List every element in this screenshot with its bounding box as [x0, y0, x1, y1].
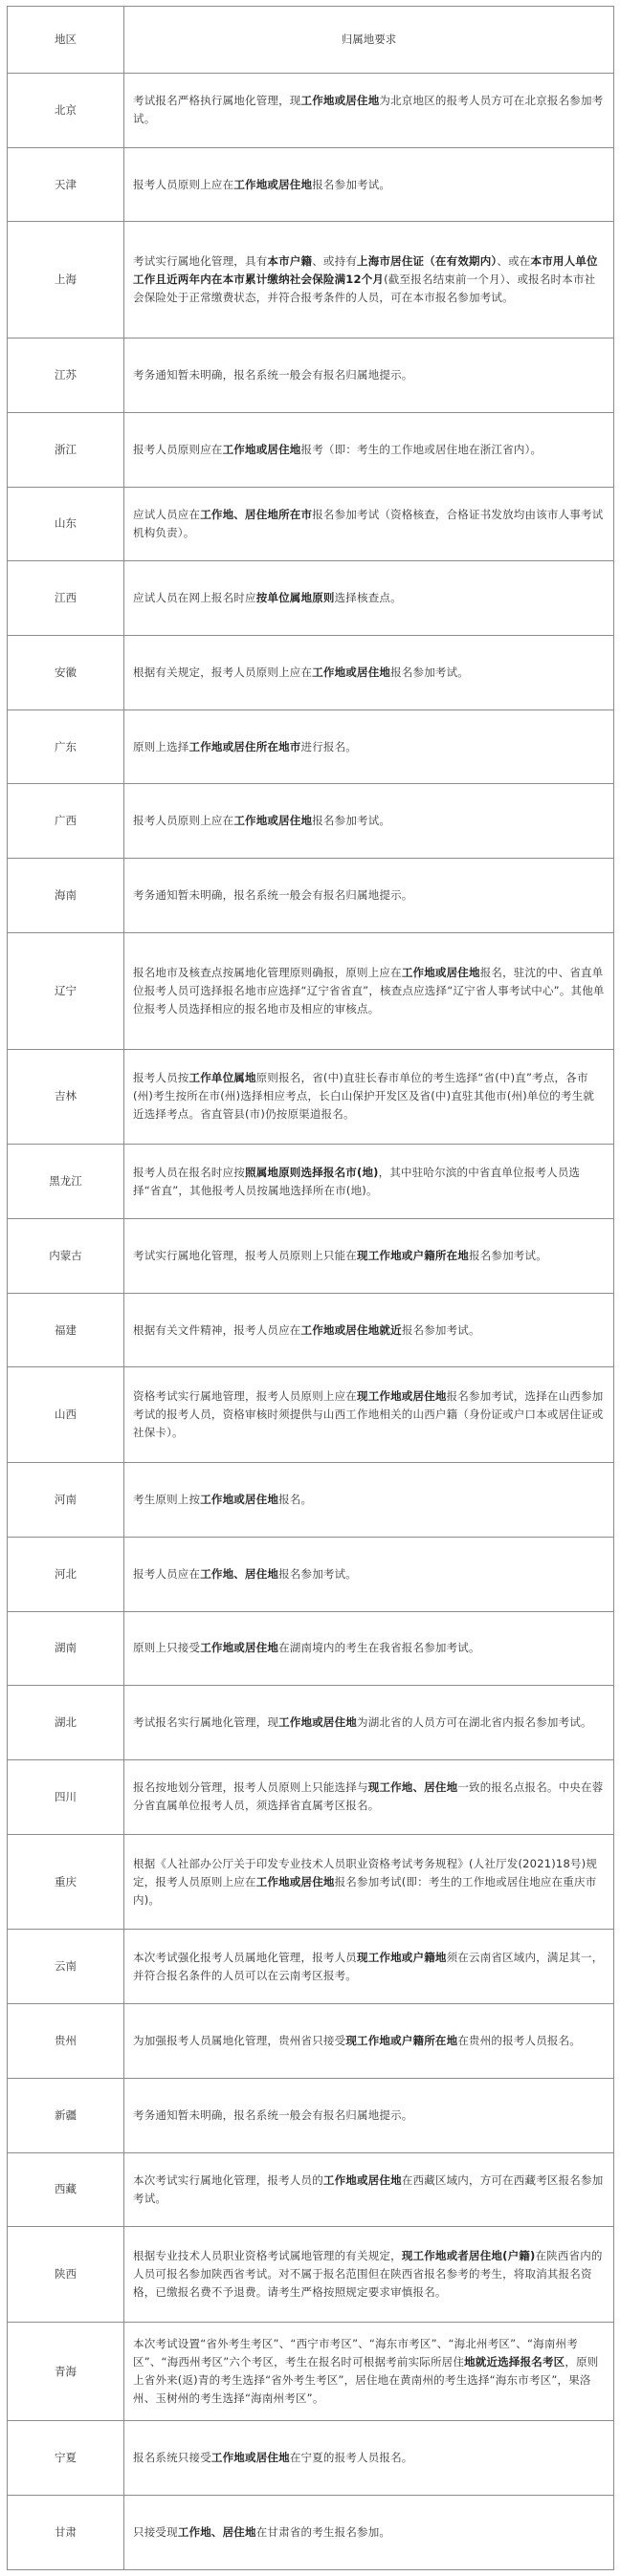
requirement-emphasis: 现工作地或居住地 — [357, 1389, 447, 1404]
requirement-emphasis: 地就近选择报名考区 — [464, 2355, 565, 2369]
table-row — [8, 2227, 614, 2323]
region-cell: 河南 — [8, 1463, 124, 1538]
requirement-emphasis: 工作单位属地 — [188, 1071, 256, 1085]
requirement-text: 、或在 — [497, 254, 531, 269]
requirement-text: 须在云南省区域内，满足其一，并符合报名条件的人员可以在云南考区报考。 — [133, 1950, 604, 1982]
requirement-emphasis: 工作地或居住地 — [322, 2172, 402, 2187]
requirement-emphasis: 工作地或居住地 — [255, 1874, 335, 1888]
requirement-emphasis: 工作地或居住地就近 — [300, 1322, 402, 1337]
requirement-emphasis: 工作地或居住地 — [278, 1715, 358, 1730]
region-cell: 上海 — [8, 222, 124, 338]
requirement-emphasis: 上海市居住证（在有效期内） — [357, 254, 498, 269]
requirement-text: 在甘肃省的考生报名参加。 — [255, 2524, 391, 2539]
requirement-emphasis: 工作地或居住地 — [233, 177, 313, 191]
requirement-emphasis: 现工作地或者居住地(户籍) — [401, 2249, 536, 2263]
requirement-text: 进行报名。 — [300, 739, 357, 753]
region-cell: 湖南 — [8, 1611, 124, 1686]
requirement-cell — [124, 1930, 614, 2004]
table-row — [8, 636, 614, 710]
requirement-text: 报考人员原则上应在 — [133, 177, 234, 191]
table-body — [8, 74, 614, 2570]
requirement-cell — [124, 1760, 614, 1835]
requirement-text: 原则上选择 — [133, 739, 189, 753]
requirement-text: 在陕西省内的人员可报名参加陕西省考试。对不属于报名范围但在陕西省报名参考的考生，将取消其报名资格，已缴报名费不予退费。请考生严格按照规定要求审慎报名。 — [133, 2249, 603, 2300]
region-cell: 安徽 — [8, 636, 124, 710]
requirement-cell — [124, 222, 614, 338]
requirement-cell — [124, 1834, 614, 1930]
table-row — [8, 1463, 614, 1538]
requirement-cell — [124, 412, 614, 487]
region-cell: 新疆 — [8, 2078, 124, 2152]
requirement-emphasis: 工作地、居住地 — [177, 2524, 256, 2539]
requirement-emphasis: 现工作地、居住地 — [367, 1780, 458, 1795]
requirement-emphasis: 工作地或居住地 — [200, 1641, 279, 1655]
requirement-text: 报考人员原则应在 — [133, 442, 223, 456]
requirement-text: 一致的报名点报名。中央在蓉分省直属单位报考人员，须选择省直属考区报名。 — [133, 1780, 604, 1813]
requirement-text: 应试人员应在 — [133, 507, 201, 521]
requirement-text: 报名参加考试。 — [401, 1322, 480, 1337]
requirement-emphasis: 工作地或居住地 — [401, 965, 480, 979]
region-cell: 甘肃 — [8, 2495, 124, 2569]
requirement-text: 报名参加考试。 — [469, 1248, 547, 1262]
requirement-text: 报名地市及核查点按属地化管理原则确报，原则上应在 — [133, 965, 402, 979]
requirement-text: 根据《人社部办公厅关于印发专业技术人员职业资格考试考务规程》(人社厅发(2021)18号)规定，报考人员原则上应在 — [133, 1856, 598, 1888]
region-cell: 宁夏 — [8, 2421, 124, 2496]
requirement-emphasis: 照属地原则选择报名市(地) — [245, 1165, 379, 1179]
region-cell: 福建 — [8, 1293, 124, 1367]
requirement-emphasis: 本市用人单位工作且近两年内在本市累计缴纳社会保险满12个月 — [133, 254, 598, 287]
table-row — [8, 2323, 614, 2421]
table-row — [8, 1686, 614, 1760]
requirement-cell — [124, 1463, 614, 1538]
requirement-cell — [124, 636, 614, 710]
column-header-requirement: 归属地要求 — [124, 7, 614, 74]
region-cell: 北京 — [8, 74, 124, 148]
requirement-emphasis: 工作地或居住所在地市 — [188, 739, 301, 753]
region-cell: 重庆 — [8, 1834, 124, 1930]
requirement-text: 本次考试实行属地化管理，报考人员的 — [133, 2172, 323, 2187]
requirement-text: 、或持有 — [312, 254, 358, 269]
requirement-text: 应试人员在网上报名时应 — [133, 591, 256, 605]
region-cell: 黑龙江 — [8, 1145, 124, 1219]
table-row — [8, 222, 614, 338]
region-cell: 山西 — [8, 1367, 124, 1463]
table-row — [8, 1930, 614, 2004]
table-row — [8, 2152, 614, 2227]
requirement-text: 报考（即：考生的工作地或居住地在浙江省内）。 — [300, 442, 542, 456]
requirement-text: 原则报名，省(中)直驻长春市单位的考生选择“省(中)直”考点，各市(州)考生按所在市(州)选择相应考点，长白山保护开发区及省(中)直驻其他市(州)单位的考生就近选择考点。省直管县(市)仍按原渠道报名。 — [133, 1071, 595, 1122]
region-cell: 内蒙古 — [8, 1219, 124, 1294]
region-cell: 青海 — [8, 2323, 124, 2421]
requirement-cell — [124, 932, 614, 1049]
table-row — [8, 147, 614, 222]
requirement-emphasis: 现工作地或户籍所在地 — [345, 2034, 458, 2048]
requirement-text: 报考人员按 — [133, 1071, 189, 1085]
requirement-cell — [124, 2004, 614, 2079]
region-cell: 湖北 — [8, 1686, 124, 1760]
table-container — [7, 6, 613, 2570]
requirement-emphasis: 工作地或居住地 — [312, 665, 391, 679]
requirement-text: 在西藏区域内，方可在西藏考区报名参加考试。 — [133, 2172, 604, 2205]
requirement-text: 在湖南境内的考生在我省报名参加考试。 — [278, 1641, 480, 1655]
requirement-text: 本次考试强化报考人员属地化管理，报考人员 — [133, 1950, 357, 1964]
requirement-cell — [124, 1367, 614, 1463]
region-cell: 陕西 — [8, 2227, 124, 2323]
requirement-emphasis: 工作地或居住地 — [300, 94, 380, 108]
requirement-text: 报名参加考试，选择在山西参加考试的报考人员，资格审核时须提供与山西工作地相关的山西户籍（身份证或户口本或居住证或社保卡）。 — [133, 1389, 604, 1440]
region-cell: 辽宁 — [8, 932, 124, 1049]
table-row — [8, 2421, 614, 2496]
requirement-cell — [124, 1219, 614, 1294]
requirement-emphasis: 工作地或居住地 — [210, 2451, 290, 2465]
requirement-emphasis: 工作地或居住地 — [233, 814, 313, 828]
requirement-emphasis: 按单位属地原则 — [255, 591, 335, 605]
requirement-text: ，其中驻哈尔滨的中省直单位报考人员选择“省直”，其他报考人员按属地选择所在市(地)。 — [133, 1165, 581, 1197]
requirement-text: ，原则上省外来(返)青的考生选择“省外考生考区”，居住地在黄南州的考生选择“海东市考区”，果洛州、玉树州的考生选择“海南州考区”。 — [133, 2355, 599, 2406]
region-cell: 贵州 — [8, 2004, 124, 2079]
requirement-emphasis: 工作地或居住地 — [222, 442, 301, 456]
table-row — [8, 412, 614, 487]
requirement-text: 考务通知暂未明确，报名系统一般会有报名归属地提示。 — [133, 368, 413, 382]
requirement-cell — [124, 1145, 614, 1219]
requirement-cell — [124, 2323, 614, 2421]
requirement-text: 报名参加考试。 — [312, 177, 391, 191]
table-row — [8, 1834, 614, 1930]
region-cell: 天津 — [8, 147, 124, 222]
requirement-text: 为加强报考人员属地化管理，贵州省只接受 — [133, 2034, 346, 2048]
table-row — [8, 2004, 614, 2079]
requirement-text: 报名按地划分管理，报考人员原则上只能选择与 — [133, 1780, 368, 1795]
requirement-text: 报名参加考试（资格核查，合格证书发放均由该市人事考试机构负责）。 — [133, 507, 604, 539]
requirement-text: 考试实行属地化管理，具有 — [133, 254, 268, 269]
requirement-cell — [124, 1686, 614, 1760]
requirement-text: 报考人员应在 — [133, 1566, 201, 1581]
table-row — [8, 2078, 614, 2152]
table-row — [8, 932, 614, 1049]
region-cell: 山东 — [8, 487, 124, 561]
requirement-cell — [124, 2495, 614, 2569]
requirement-text: 在宁夏的报考人员报名。 — [289, 2451, 413, 2465]
table-row — [8, 338, 614, 413]
region-cell: 江苏 — [8, 338, 124, 413]
requirement-emphasis: 现工作地或户籍地 — [357, 1950, 447, 1964]
region-cell: 西藏 — [8, 2152, 124, 2227]
requirement-cell — [124, 147, 614, 222]
requirement-cell — [124, 784, 614, 859]
table-row — [8, 1049, 614, 1145]
requirement-emphasis: 工作地、居住地 — [200, 1566, 279, 1581]
requirement-text: 报名参加考试。 — [312, 814, 391, 828]
table-row — [8, 74, 614, 148]
region-cell: 广东 — [8, 709, 124, 784]
region-cell: 云南 — [8, 1930, 124, 2004]
requirement-text: 报名参加考试。 — [390, 665, 470, 679]
requirement-text: 原则上只接受 — [133, 1641, 201, 1655]
requirement-cell — [124, 859, 614, 933]
region-cell: 广西 — [8, 784, 124, 859]
table-row — [8, 859, 614, 933]
requirement-emphasis: 本市户籍 — [267, 254, 313, 269]
requirement-text: 在贵州的报考人员报名。 — [457, 2034, 582, 2048]
requirement-text: 为湖北省的人员方可在湖北省内报名参加考试。 — [357, 1715, 592, 1730]
requirement-text: 选择核查点。 — [334, 591, 402, 605]
table-row — [8, 1537, 614, 1611]
region-cell: 浙江 — [8, 412, 124, 487]
requirement-emphasis: 工作地或居住地 — [200, 1493, 279, 1507]
requirement-cell — [124, 561, 614, 636]
requirement-cell — [124, 2421, 614, 2496]
requirement-text: 考务通知暂未明确，报名系统一般会有报名归属地提示。 — [133, 887, 413, 902]
requirement-text: 根据专业技术人员职业资格考试属地管理的有关规定， — [133, 2249, 402, 2263]
region-cell: 江西 — [8, 561, 124, 636]
requirement-text: 报名系统只接受 — [133, 2451, 211, 2465]
table-row — [8, 1367, 614, 1463]
region-requirements-table — [7, 6, 614, 2570]
requirement-text: 报名参加考试。 — [278, 1566, 358, 1581]
requirement-text: 报名，驻沈的中、省直单位报考人员可选择报名地市应选择“辽宁省省直”，核查点应选择“辽宁省人事考试中心”。其他单位报考人员选择相应的报名地市及相应的审核点。 — [133, 965, 605, 1015]
requirement-text: 考生原则上按 — [133, 1493, 201, 1507]
requirement-text: 考试报名实行属地化管理，现 — [133, 1715, 279, 1730]
requirement-cell — [124, 1537, 614, 1611]
table-row — [8, 1760, 614, 1835]
table-row — [8, 1145, 614, 1219]
table-row — [8, 561, 614, 636]
requirement-text: 根据有关文件精神，报考人员应在 — [133, 1322, 301, 1337]
requirement-text: 本次考试设置“省外考生考区”、“西宁市考区”、“海东市考区”、“海北州考区”、“海南州考区”、“海西州考区”六个考区，考生在报名时可根据考前实际所居住 — [133, 2337, 578, 2369]
requirement-text: 只接受现 — [133, 2524, 178, 2539]
table-row — [8, 1611, 614, 1686]
requirement-text: 报名参加考试(即：考生的工作地或居住地应在重庆市内)。 — [133, 1874, 597, 1907]
requirement-text: 考试实行属地化管理，报考人员原则上只能在 — [133, 1248, 357, 1262]
region-cell: 吉林 — [8, 1049, 124, 1145]
requirement-text: (截至报名结束前一个月）、或报名时本市社会保险处于正常缴费状态，并符合报考条件的人员，可在本市报名参加考试。 — [133, 273, 596, 305]
column-header-region: 地区 — [8, 7, 124, 74]
requirement-cell — [124, 1293, 614, 1367]
requirement-text: 为北京地区的报考人员方可在北京报名参加考试。 — [133, 94, 604, 126]
requirement-cell — [124, 2078, 614, 2152]
region-cell: 海南 — [8, 859, 124, 933]
region-cell: 四川 — [8, 1760, 124, 1835]
table-row — [8, 709, 614, 784]
requirement-text: 报名。 — [278, 1493, 313, 1507]
requirement-cell — [124, 1611, 614, 1686]
requirement-emphasis: 现工作地或户籍所在地 — [357, 1248, 469, 1262]
requirement-cell — [124, 487, 614, 561]
requirement-cell — [124, 709, 614, 784]
requirement-text: 报考人员原则上应在 — [133, 814, 234, 828]
table-row — [8, 487, 614, 561]
table-row — [8, 784, 614, 859]
table-row — [8, 1219, 614, 1294]
requirement-cell — [124, 2152, 614, 2227]
table-row — [8, 2495, 614, 2569]
requirement-text: 根据有关规定，报考人员原则上应在 — [133, 665, 313, 679]
requirement-text: 报考人员在报名时应按 — [133, 1165, 245, 1179]
requirement-text: 资格考试实行属地管理，报考人员原则上应在 — [133, 1389, 357, 1404]
requirement-cell — [124, 338, 614, 413]
requirement-emphasis: 工作地、居住地所在市 — [200, 507, 313, 521]
requirement-text: 考试报名严格执行属地化管理，现 — [133, 94, 301, 108]
region-cell: 河北 — [8, 1537, 124, 1611]
requirement-cell — [124, 1049, 614, 1145]
requirement-text: 考务通知暂未明确，报名系统一般会有报名归属地提示。 — [133, 2107, 413, 2122]
table-header-row — [8, 7, 614, 74]
table-row — [8, 1293, 614, 1367]
requirement-cell — [124, 74, 614, 148]
requirement-cell — [124, 2227, 614, 2323]
